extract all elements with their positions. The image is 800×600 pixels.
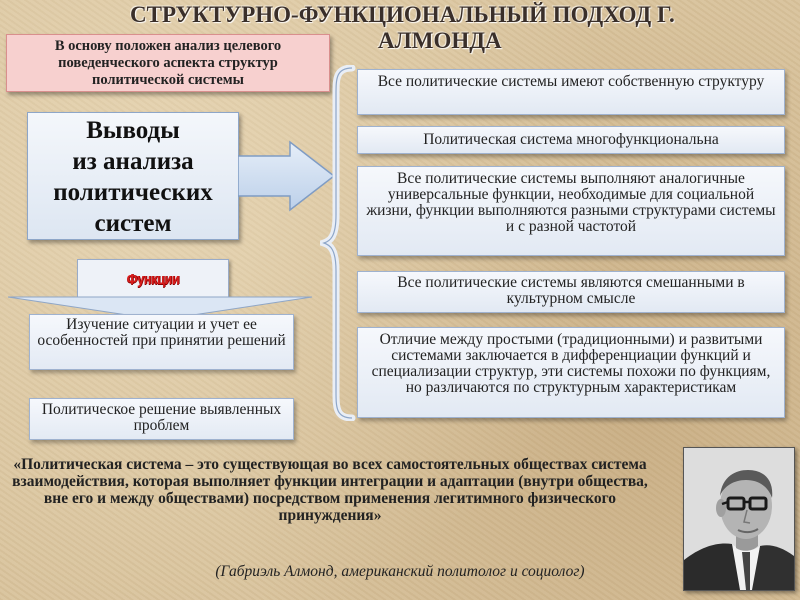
functions-label: Функции: [126, 270, 180, 288]
conclusion-item-3: Все политические системы выполняют аналогичные универсальные функции, необходимые для социальной жизни, функции выполняются разными структурами системы и с разной частотой: [357, 166, 785, 256]
functions-box: [77, 259, 229, 299]
definition-quote: «Политическая система – это существующая во всех самостоятельных обществах система взаимодействия, которая выполняет функции интеграции и адаптации (внутри общества, вне его и между обществами) посредством применения легитимного физического принуждения»: [12, 456, 648, 524]
function-item-2: Политическое решение выявленных проблем: [29, 398, 294, 440]
title-line-1: СТРУКТУРНО-ФУНКЦИОНАЛЬНЫЙ ПОДХОД Г.: [130, 2, 675, 27]
conclusion-item-2: Политическая система многофункциональна: [357, 126, 785, 154]
function-item-1: Изучение ситуации и учет ее особенностей при принятии решений: [29, 314, 294, 370]
conclusions-line-4: систем: [94, 210, 172, 237]
conclusions-line-2: из анализа: [72, 148, 194, 175]
title-line-2: АЛМОНДА: [378, 28, 502, 53]
conclusion-item-4: Все политические системы являются смешанными в культурном смысле: [357, 271, 785, 313]
portrait-photo-icon: [683, 447, 795, 591]
conclusion-item-5: Отличие между простыми (традиционными) и развитыми системами заключается в дифференциации функций и специализации структур, эти системы похожи по функциям, но различаются по структурным характеристикам: [357, 327, 785, 418]
conclusions-line-1: Выводы: [86, 117, 180, 144]
basis-box: [6, 34, 330, 92]
quote-attribution: (Габриэль Алмонд, американский политолог и социолог): [215, 563, 585, 580]
conclusion-item-1: Все политические системы имеют собственную структуру: [357, 69, 785, 115]
conclusions-box: [27, 112, 239, 240]
basis-text: В основу положен анализ целевого поведенческого аспекта структур политической системы: [54, 37, 282, 88]
conclusions-line-3: политических: [53, 179, 213, 206]
curly-brace-icon: [320, 65, 356, 421]
